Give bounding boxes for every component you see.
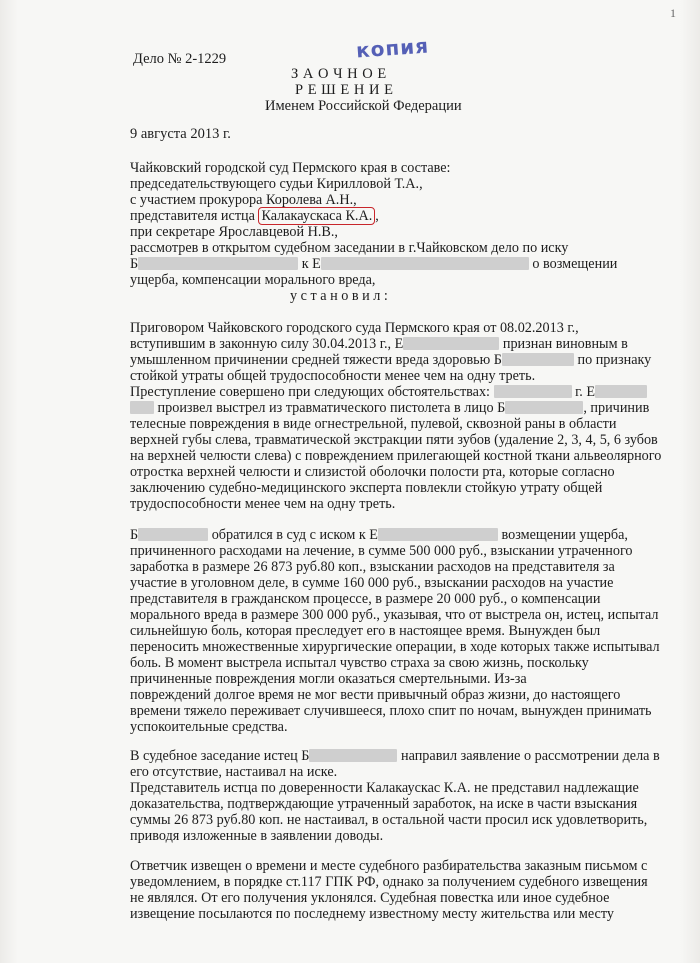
p3-line: доказательства, подтверждающие утраченный заработок, на иске в части взыскания: [130, 796, 638, 812]
established-heading: у с т а н о в и л :: [290, 288, 388, 304]
p2-line: представителя в гражданском процессе, в размере 20 000 руб., о компенсации: [130, 591, 601, 607]
p1-line: заключению судебно-медицинского эксперта повлекли стойкую утрату общей: [130, 480, 603, 496]
p3-line: его отсутствие, настаивал на иске.: [130, 764, 338, 780]
p4-line: не являлся. От его получения уклонялся. Судебная повестка или иное судебное: [130, 890, 610, 906]
p4-line: Ответчик извещен о времени и месте судебного разбирательства заказным письмом с: [130, 858, 648, 874]
redaction: [505, 401, 583, 414]
intro-line: представителя истца Калакаускаса К.А. ,: [130, 208, 379, 224]
redaction: [321, 257, 529, 270]
intro-line: ущерба, компенсации морального вреда,: [130, 272, 376, 288]
title-line-2: Р Е Ш Е Н И Е: [295, 82, 394, 98]
p2-line: морального вреда в размере 300 000 руб., указывая, что от выстрела он, истец, испытал: [130, 607, 659, 623]
corner-mark: 1: [670, 6, 676, 20]
redaction: [138, 528, 208, 541]
decision-date: 9 августа 2013 г.: [130, 126, 231, 142]
p3-line: В судебное заседание истец Б направил заявление о рассмотрении дела в: [130, 748, 660, 764]
case-number: Дело № 2-1229: [133, 51, 227, 67]
p2-line: участие в уголовном деле, в сумме 160 000 руб., взыскании расходов на участие: [130, 575, 614, 591]
title-line-1: З А О Ч Н О Е: [291, 66, 387, 82]
intro-line: рассмотрев в открытом судебном заседании в г.Чайковском дело по иску: [130, 240, 569, 256]
title-line-3: Именем Российской Федерации: [265, 98, 462, 114]
copy-stamp: копия: [355, 33, 430, 63]
p3-line: Представитель истца по доверенности Калакаускас К.А. не представил надлежащие: [130, 780, 639, 796]
redaction: [130, 401, 154, 414]
p1-line: телесные повреждения в виде огнестрельной, пулевой, сквозной раны в области: [130, 416, 617, 432]
intro-line: председательствующего судьи Кирилловой Т.А.,: [130, 176, 423, 192]
intro-line: Чайковский городской суд Пермского края в составе:: [130, 160, 451, 176]
redaction: [403, 337, 499, 350]
p2-line: успокоительные средства.: [130, 719, 288, 735]
representative-label: представителя истца: [130, 208, 259, 224]
redaction: [309, 749, 397, 762]
p2-line: переносить множественные хирургические операции, в ходе которых также испытывал: [130, 639, 660, 655]
redaction: [502, 353, 574, 366]
intro-line: Б к Е о возмещении: [130, 256, 618, 272]
p1-line: произвел выстрел из травматического пистолета в лицо Б , причинив: [130, 400, 649, 416]
p2-line: Б обратился в суд с иском к Е возмещении ущерба,: [130, 527, 628, 543]
p1-line: Преступление совершено при следующих обстоятельствах: г. Е: [130, 384, 647, 400]
p1-line: Приговором Чайковского городского суда Пермского края от 08.02.2013 г.,: [130, 320, 579, 336]
p4-line: извещение посылаются по последнему известному месту жительства или месту: [130, 906, 614, 922]
p2-line: сильнейшую боль, которая преследует его в настоящее время. Вынужден был: [130, 623, 601, 639]
p3-line: суммы 26 873 руб.80 коп. не настаивал, в остальной части просил иск удовлетворить,: [130, 812, 648, 828]
p4-line: уведомлением, в порядке ст.117 ГПК РФ, однако за получением судебного извещения: [130, 874, 648, 890]
p1-line: стойкой утраты общей трудоспособности менее чем на одну треть.: [130, 368, 536, 384]
p2-line: причиненного расходами на лечение, в сумме 500 000 руб., взыскании утраченного: [130, 543, 633, 559]
p2-line: повреждений долгое время не мог вести привычный образ жизни, до настоящего: [130, 687, 621, 703]
redaction: [494, 385, 572, 398]
p1-line: верхней губы слева, травматической экстракции пяти зубов (удаление 2, 3, 4, 5, 6 зубов: [130, 432, 658, 448]
p2-line: причиненные повреждения могли оказаться смертельными. Из-за: [130, 671, 527, 687]
intro-line: с участием прокурора Королева А.Н.,: [130, 192, 357, 208]
p1-line: отростка верхней челюсти и слизистой оболочки полости рта, которые согласно: [130, 464, 615, 480]
p2-line: заработка в размере 26 873 руб.80 коп., взыскании расходов на представителя за: [130, 559, 615, 575]
p3-line: приводя изложенные в заявлении доводы.: [130, 828, 384, 844]
p1-line: вступившим в законную силу 30.04.2013 г., Е признан виновным в: [130, 336, 628, 352]
intro-line: при секретаре Ярославцевой Н.В.,: [130, 224, 338, 240]
redaction: [378, 528, 498, 541]
representative-name-circled: Калакаускаса К.А.: [258, 207, 375, 225]
p1-line: умышленном причинении средней тяжести вреда здоровью Б по признаку: [130, 352, 652, 368]
redaction: [595, 385, 647, 398]
p2-line: боль. В момент выстрела испытал чувство страха за свою жизнь, поскольку: [130, 655, 589, 671]
p2-line: времени тяжело переживает случившееся, плохо спит по ночам, вынужден принимать: [130, 703, 652, 719]
p1-line: трудоспособности менее чем на одну треть.: [130, 496, 396, 512]
redaction: [138, 257, 298, 270]
p1-line: на верхней челюсти слева) с повреждением прилегающей костной ткани альвеолярного: [130, 448, 662, 464]
